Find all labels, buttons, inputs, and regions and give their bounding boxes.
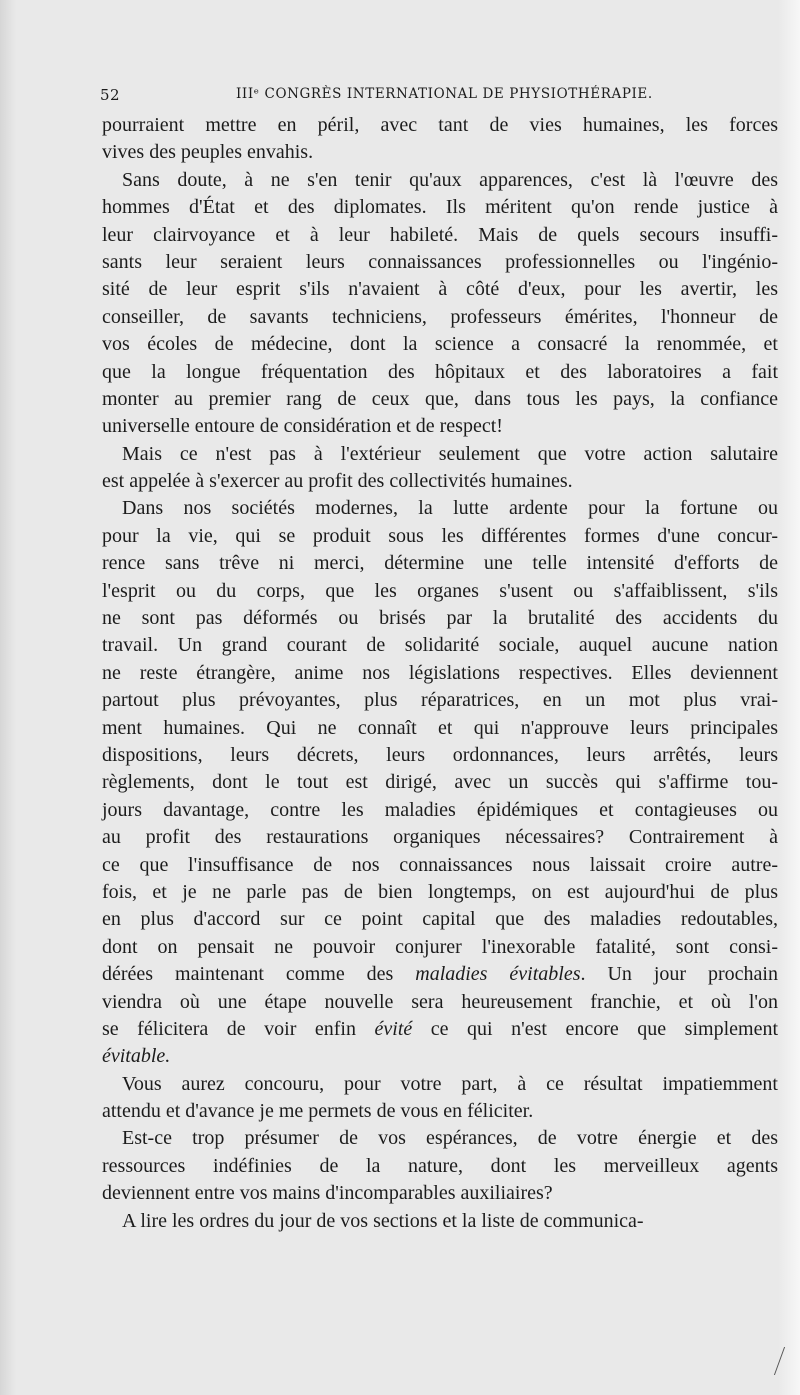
text-line: sité de leur esprit s'ils n'avaient à côté d'eux, pour les avertir, les — [102, 278, 778, 301]
text-line: viendra où une étape nouvelle sera heureusement franchie, et où l'on — [102, 990, 778, 1013]
text-line: dérées maintenant comme des maladies évitables. Un jour prochain — [102, 963, 778, 986]
paragraph — [102, 1071, 778, 1126]
text-line: travail. Un grand courant de solidarité sociale, auquel aucune nation — [102, 634, 778, 657]
paragraph — [102, 1208, 778, 1235]
text-line: Sans doute, à ne s'en tenir qu'aux apparences, c'est là l'œuvre des — [122, 168, 778, 191]
text-line: monter au premier rang de ceux que, dans tous les pays, la confiance — [102, 387, 778, 410]
page-number: 52 — [100, 86, 121, 104]
text-line: ne reste étrangère, anime nos législations respectives. Elles deviennent — [102, 661, 778, 684]
text-line: Mais ce n'est pas à l'extérieur seulement que votre action salutaire — [122, 442, 778, 465]
paragraph — [102, 112, 778, 167]
scan-edge-left — [0, 0, 16, 1395]
running-title: IIIᵉ CONGRÈS INTERNATIONAL DE PHYSIOTHÉRAPIE. — [236, 86, 653, 102]
text-line: ment humaines. Qui ne connaît et qui n'approuve leurs principales — [102, 716, 778, 739]
text-line: leur clairvoyance et à leur habileté. Mais de quels secours insuffi- — [102, 223, 778, 246]
paragraph — [102, 495, 778, 1070]
text-line: au profit des restaurations organiques nécessaires? Contrairement à — [102, 826, 778, 849]
text-line: ressources indéfinies de la nature, dont les merveilleux agents — [102, 1154, 778, 1177]
paragraph — [102, 1125, 778, 1207]
text-line: dispositions, leurs décrets, leurs ordonnances, leurs arrêtés, leurs — [102, 743, 778, 766]
text-line: est appelée à s'exercer au profit des collectivités humaines. — [102, 470, 573, 493]
text-line: conseiller, de savants techniciens, professeurs émérites, l'honneur de — [102, 305, 778, 328]
text-line: en plus d'accord sur ce point capital que des maladies redoutables, — [102, 908, 778, 931]
text-line: deviennent entre vos mains d'incomparables auxiliaires? — [102, 1182, 553, 1205]
text-line: Dans nos sociétés modernes, la lutte ardente pour la fortune ou — [122, 497, 778, 520]
body-text — [102, 112, 778, 1235]
scan-edge-right — [778, 0, 800, 1395]
text-line: que la longue fréquentation des hôpitaux et des laboratoires a fait — [102, 360, 778, 383]
text-line: pourraient mettre en péril, avec tant de vies humaines, les forces — [102, 114, 778, 136]
text-line: A lire les ordres du jour de vos sections et la liste de communica- — [122, 1209, 644, 1232]
text-line: fois, et je ne parle pas de bien longtemps, on est aujourd'hui de plus — [102, 880, 778, 903]
text-line: se félicitera de voir enfin évité ce qui n'est encore que simplement — [102, 1017, 779, 1040]
text-line: pour la vie, qui se produit sous les différentes formes d'une concur- — [102, 524, 778, 547]
text-line: rence sans trêve ni merci, détermine une telle intensité d'efforts de — [102, 552, 778, 575]
text-line: ne sont pas déformés ou brisés par la brutalité des accidents du — [102, 607, 778, 630]
emphasis: maladies évitables — [415, 963, 581, 986]
text-line: jours davantage, contre les maladies épidémiques et contagieuses ou — [102, 798, 778, 821]
text-line: hommes d'État et des diplomates. Ils méritent qu'on rende justice à — [102, 196, 778, 219]
text-line: règlements, dont le tout est dirigé, avec un succès qui s'affirme tou- — [102, 771, 778, 794]
emphasis: évité — [374, 1017, 413, 1040]
text-line: dont on pensait ne pouvoir conjurer l'inexorable fatalité, sont consi- — [102, 935, 778, 958]
text-line: vives des peuples envahis. — [102, 141, 314, 164]
text-line: l'esprit ou du corps, que les organes s'usent ou s'affaiblissent, s'ils — [102, 579, 778, 602]
text-line: sants leur seraient leurs connaissances professionnelles ou l'ingénio- — [102, 250, 778, 273]
text-line: Est-ce trop présumer de vos espérances, de votre énergie et des — [122, 1127, 778, 1150]
text-line: attendu et d'avance je me permets de vous en féliciter. — [102, 1100, 534, 1123]
text-line: vos écoles de médecine, dont la science a consacré la renommée, et — [102, 333, 778, 356]
running-header — [100, 86, 780, 110]
paragraph — [102, 441, 778, 496]
paragraph — [102, 167, 778, 441]
text-line: ce que l'insuffisance de nos connaissances nous laissait croire autre- — [102, 853, 778, 876]
text-line: universelle entoure de considération et de respect! — [102, 415, 503, 438]
text-line — [102, 1043, 778, 1070]
emphasis: évitable. — [102, 1045, 171, 1068]
text-line: partout plus prévoyantes, plus réparatrices, en un mot plus vrai- — [102, 689, 778, 712]
text-line: Vous aurez concouru, pour votre part, à ce résultat impatiemment — [122, 1072, 778, 1095]
